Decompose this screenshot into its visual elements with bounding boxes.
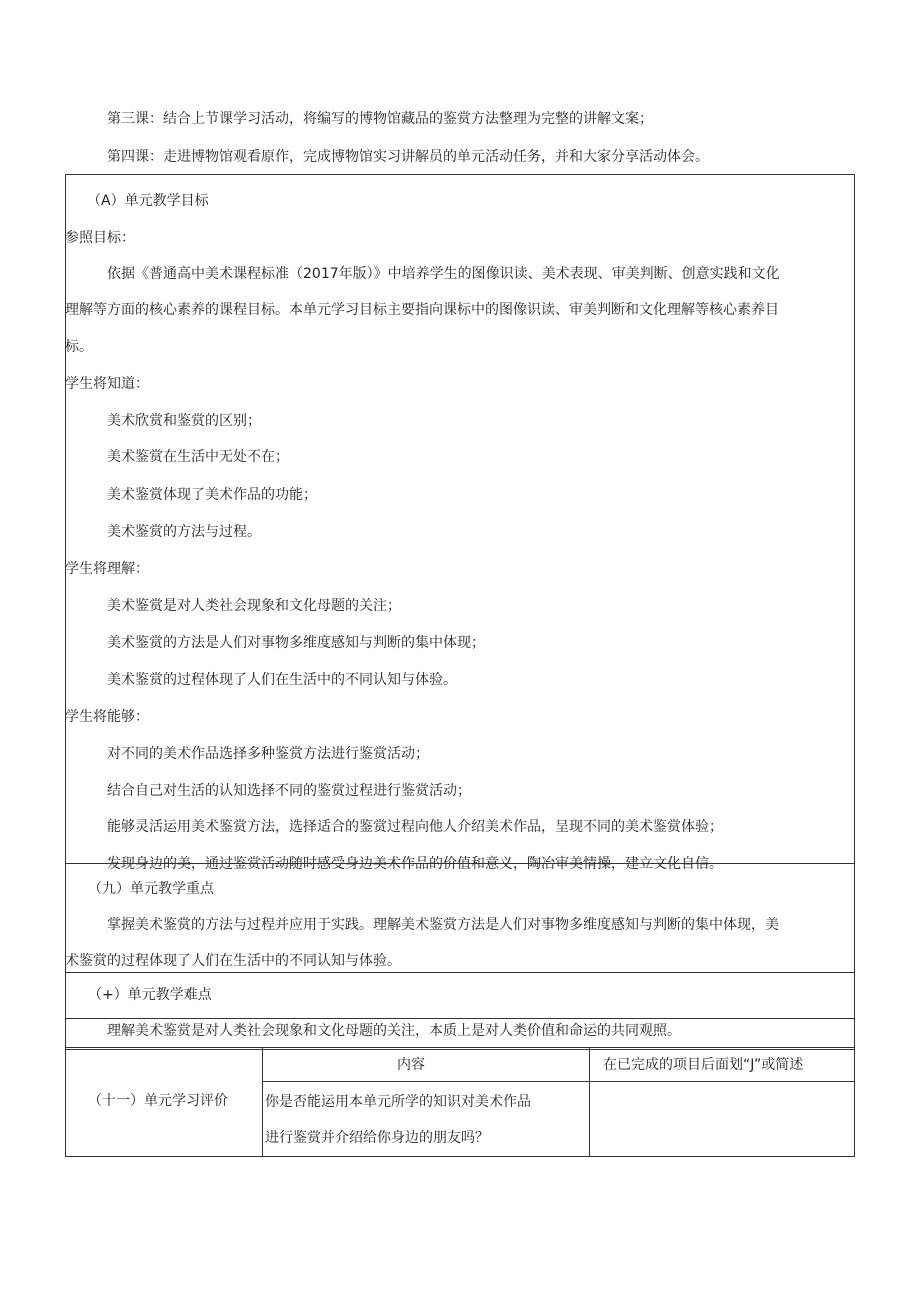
goals-section [65, 175, 855, 872]
key-points-text-line2: 术鉴赏的过程体现了人们在生活中的不同认知与体验。 [65, 953, 401, 969]
understand-label: 学生将理解： [65, 561, 149, 577]
evaluation-question-line2: 进行鉴赏并介绍给你身边的朋友吗？ [265, 1130, 489, 1146]
able-item: 能够灵活运用美术鉴赏方法，选择适合的鉴赏过程向他人介绍美术作品，呈现不同的美术鉴赏体验； [107, 819, 723, 835]
able-item: 发现身边的美，通过鉴赏活动随时感受身边美术作品的价值和意义，陶冶审美情操，建立文化自信。 [107, 856, 723, 872]
know-item: 美术鉴赏在生活中无处不在； [107, 449, 289, 465]
difficulties-text: 理解美术鉴赏是对人类社会现象和文化母题的关注，本质上是对人类价值和命运的共同观照。 [107, 1023, 681, 1039]
evaluation-divider [589, 1047, 590, 1157]
ref-text-line3: 标。 [65, 339, 93, 355]
evaluation-divider [262, 1081, 855, 1082]
lesson4-text: 第四课：走进博物馆观看原作，完成博物馆实习讲解员的单元活动任务，并和大家分享活动体会。 [107, 149, 709, 165]
key-points-text-line1: 掌握美术鉴赏的方法与过程并应用于实践。理解美术鉴赏方法是人们对事物多维度感知与判断的集中体现，美 [107, 917, 779, 933]
difficulties-heading: （+）单元教学难点 [88, 987, 212, 1003]
evaluation-question-line1: 你是否能运用本单元所学的知识对美术作品 [265, 1094, 531, 1110]
evaluation-divider [262, 1047, 263, 1157]
key-points-heading: （九）单元教学重点 [88, 881, 214, 897]
know-label: 学生将知道： [65, 376, 149, 392]
lesson3-text: 第三课：结合上节课学习活动，将编写的博物馆藏品的鉴赏方法整理为完整的讲解文案； [107, 111, 653, 127]
evaluation-label: （十一）单元学习评价 [88, 1093, 228, 1109]
understand-item: 美术鉴赏的过程体现了人们在生活中的不同认知与体验。 [107, 672, 457, 688]
able-item: 对不同的美术作品选择多种鉴赏方法进行鉴赏活动； [107, 746, 429, 762]
understand-item: 美术鉴赏的方法是人们对事物多维度感知与判断的集中体现； [107, 635, 485, 651]
evaluation-answer-cell[interactable] [595, 1093, 850, 1151]
know-item: 美术鉴赏体现了美术作品的功能； [107, 487, 317, 503]
know-item: 美术欣赏和鉴赏的区别； [107, 413, 261, 429]
able-item: 结合自己对生活的认知选择不同的鉴赏过程进行鉴赏活动； [107, 783, 471, 799]
ref-label: 参照目标： [65, 230, 135, 246]
know-item: 美术鉴赏的方法与过程。 [107, 524, 261, 540]
understand-item: 美术鉴赏是对人类社会现象和文化母题的关注； [107, 598, 401, 614]
ref-text-line2: 理解等方面的核心素养的课程目标。本单元学习目标主要指向课标中的图像识读、审美判断和文化理解等核心素养目 [65, 302, 779, 318]
able-label: 学生将能够： [65, 709, 149, 725]
column-header-content: 内容 [397, 1057, 425, 1073]
column-header-mark: 在已完成的项目后面划“J”或简述 [603, 1057, 804, 1073]
ref-text-line1: 依据《普通高中美术课程标准（2017年版）》中培养学生的图像识读、美术表现、审美判断、创意实践和文化 [107, 266, 780, 282]
goals-heading: （A）单元教学目标 [87, 193, 209, 209]
